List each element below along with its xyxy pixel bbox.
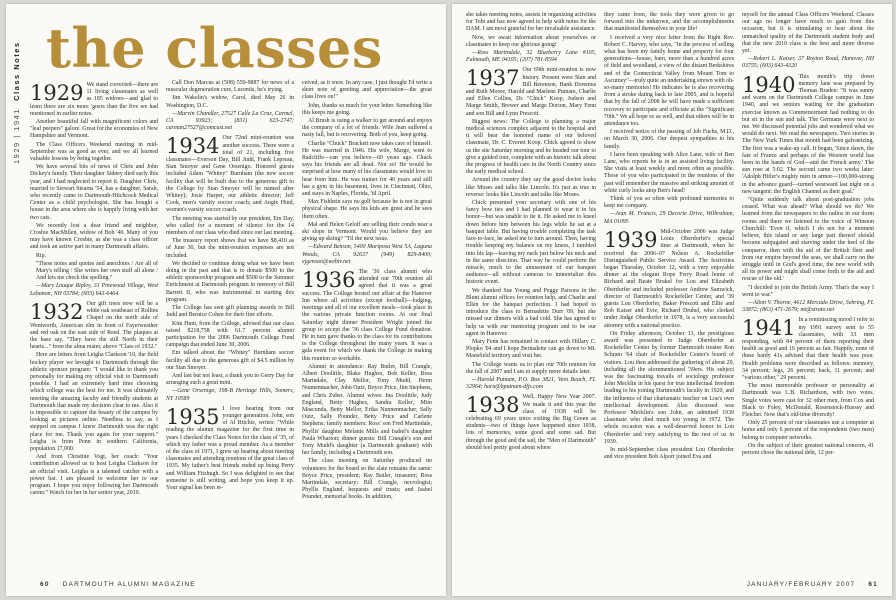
class-year-1938: 1938 — [466, 393, 520, 418]
class-year-1936: 1936 — [302, 268, 356, 293]
class-year-1935: 1935 — [166, 404, 220, 429]
class-year-1939: 1939 — [604, 227, 658, 252]
note-text: Mary Fenn has remained in contact with Hillary C. Plopko '04 and I hope Bernadette can go down to Mt. Mansfield territory and visit her. — [466, 338, 596, 360]
page-title: the classes — [46, 16, 383, 80]
poem-text: "These notes and quotes and anecdotes / Are all of Mary's telling / She writes her own stuff all alone / And lets me check the spelling." — [36, 260, 158, 282]
left-page — [6, 4, 446, 596]
note-text: Around the country they say the good doctor looks like Moses and talks like Lincoln. It's just as true in reverse: looks like Lincoln and talks like Moses. — [466, 177, 596, 198]
note-text: ceived, as it were. In any case, I just thought I'd write a short note of greeting and appreciation—the great class lives on!" — [302, 80, 432, 101]
note-text: Here are letters from Leigha Clarkson '10, the field hockey player we brought to Dartmouth through the athletic sponsor program: "I would like to thank you personally for making my official visit to Dartmouth possible. I had an extremely hard time choosing which college was the best for me. It was ultimately meeting the amazing faculty and friendly students at Dartmouth that made my decision clear to me. Also it is impossible to capture the beauty of the campus by looking at pictures online. Needless to say, as I stepped on campus I knew Dartmouth was the right place for me. Thank you again for your support." Leigha is from Penn in southern California, population 17,000. — [30, 352, 158, 452]
note-text: Al Brush is using a walker to get around and enjoys the company of a lot of friends. Wife Jean suffered a nasty fall, but is recovering. Both of you, keep going. — [302, 118, 432, 139]
note-text: Alumni in attendance: Ray Butler, Bill Crangle, Albert Doolittle, Blake Hughes, Bob Keller, Ross Marindale, Clay Mellor, Tony Mudd, Herm Nunnenmacher, John Outz, Boyce Price, Jim Stephens, and Chris Zuber. Alumni wives: Ina Doolittle, Judy England, Betty Hughes, Sandra Keller, Mim Mascunda, Betty Mellor, Erika Nunnenmacher, Sally Outz, Sally Pounder, Betty Price and Carlene Stephens; family members: Ross' son Fred Martindale, Phyllis' daughter Melanie Mills and Isabel's daughter Paula Wharton; dinner guests: Bill Crangle's son and Tony Mudd's daughter (a Dartmouth graduate) with her family, including a Dartmouth son. — [302, 363, 432, 457]
class-year-1941: 1941 — [742, 316, 796, 341]
class-secretary-signature: —Harold Putnam, P.O. Box 3821, Vero Beach, FL 32964; hara@hputnam-dfjs.com — [466, 376, 596, 391]
note-text: Well, Happy New Year 2007. We made it and this year the class of 1938 will be celebrating 69 years since exiting the Big Green as students—two of things have happened since 1938, lots of memories, some good and some sad. But through the good and the sad, the "Men of Dartmouth" should feel pretty good about where — [466, 394, 596, 451]
magazine-name: DARTMOUTH ALUMNI MAGAZINE — [62, 581, 196, 588]
note-text: The most memorable professor or personality at Dartmouth was L.B. Richardson, with two votes. Single votes were cast for 32 other men, from Cox and Black to Foley, McDonald, Rosenstock-Huessy and Fletcher. Now that's old-time diversity! — [742, 383, 874, 418]
class-secretary-signature: —Edward Benson, 5400 Mariposa West 5A, Laguna Woods, CA 92637 (949) 829-8400; ejgenson@webtv.net — [302, 244, 432, 265]
page-number: 60 — [40, 581, 50, 588]
issue-date: JANUARY/FEBRUARY 2007 — [746, 581, 856, 588]
note-text: myself for the annual Class Officers Weekend. Classes our age no longer have much to gain from this occasion, but it is stimulating to hear about the unmatched quality of the Dartmouth student body and that the new 2010 class is the best and more diverse yet. — [742, 12, 874, 55]
note-text: And from Christine Vogt, her coach: "Your contribution allowed us to host Leigha Clarkson for an official visit. Leigha is a talented catcher with a power bat. I am pleased to welcome her to our program. I hope you enjoy following her Dartmouth career." Watch for her in her senior year, 2010. — [30, 454, 158, 497]
class-secretary-signature: —Ross Martindale, 32 Blueberry Lane #105, Falmouth, ME 04105; (207) 781-8594 — [466, 50, 596, 64]
note-text: In a reminiscing mood I refer to my 1991 survey sent to 55 classmates, with 33 men responding, with 84 percent of them reporting their health as good and 16 percent as fair. Happily, none of these hardy 41s advised that their health was poor. Health problems were described as follows: memory, 34 percent; legs, 26 percent; back, 11 percent; and "various other," 29 percent. — [742, 317, 874, 381]
note-text: I received a very nice letter from the Right Rev. Robert C. Harvey, who says, "In the process of selling what has been my family home and property for four generations—house, barn, more than a hundred acres of field and woodland, a view of the distant Berkshires and of the Connecticut Valley from Mount Tom to Ascutney"—truly quite an undertaking strewn with oh-so-many memories! He indicates he is also recovering from a stroke dating back to late 2005, and is hopeful that by the fall of 2008 he will have made a sufficient recovery to participate and officiate at the "Significant 70th." We all hope so as well, and that others will be in attendance too. — [604, 34, 735, 128]
right-page — [452, 4, 892, 596]
note-text: she takes meeting notes, assists in organizing activities for Tobi and has now agreed to help with notes for the DAM. I am most grateful for her invaluable assistance. — [466, 12, 596, 33]
note-text: The College wants us to plan our 70th reunion for the fall of 2007 and I am to supply more details later. — [466, 361, 596, 375]
column-5 — [604, 12, 734, 462]
note-text: We have several bits of news of Chris and John Dickey's family. Their daughter Sidney died early this year, and I had neglected to report it. Daughter Chris, married to Stewart Stearns '54, has a daughter, Sarah, who recently came to Dartmouth-Hitchcock Medical Center as a child psychologist. She has bought a house in the area where she is happily living with her two cats. — [30, 164, 158, 221]
note-text: Our 72nd mini-reunion was another success. There were a total of 21, including five classmates—Everson Day, Bill Judd, Frank Lepreau, Stan Smoyer and Gene Orsenigo. Honored guests included Adam "Whitey" Burnham (the new soccer facility that will be built due to the generous gift to the College by Stan Smoyer will be named after Whitey); Josie Harper, our athletic director; Jeff Cook, men's varsity soccer coach; and Angie Hind, women's varsity soccer coach. — [166, 135, 294, 214]
section-years: 1929 | 1941 — [12, 108, 21, 164]
class-year-1929: 1929 — [30, 81, 84, 105]
section-gutter-label — [12, 24, 21, 164]
class-secretary-signature: —Alton V. Thorne, 4612 Mercado Drive, Sebring, FL 33872; (863) 471-2679; mt@strato.net — [742, 299, 874, 314]
note-text: Our gift trees now will be a white oak southeast of Rollins Chapel on the north side of Wentworth, American elm in front of Fayerweather and red oak on the east side of Reed. The plaques at the base say, "They have the still North in their hearts..." from the alma mater, above "Class of 1932." — [30, 300, 158, 351]
class-year-1932: 1932 — [30, 299, 84, 324]
class-secretary-signature: —Marvin Chandler, 27527 Calle La Cruz, Carmel, CA 93923; (831) 623-2747; carman27527@comcast.net — [166, 110, 294, 132]
note-text: We decided to continue doing what we have been doing in the past and that is to donate $500 to the athletic sponsorship program and $500 to the Summer Enrichment at Dartmouth program in memory of Bill Barrett II, who was instrumental in starting this program. — [166, 260, 294, 303]
note-text: Charlie "Chuck" Brackett now takes care of himself. He was married in 1946. His wife, Marge, went to Radcliffe—can you believe—60 years ago. Chuck says his friends are all dead. Not so! He would be surprised at how many of his classmates would love to hear from him. He was trainer for 40 years and still has a gym in his basement, lives in Cincinnati, Ohio, and stays in Naples, Florida, 'til April. — [302, 140, 432, 198]
note-text: Mid-October 2006 was Judge Louis Oberdorfer's special time at Dartmouth, when he received the 2006–07 Nelson A. Rockefeller Distinguished Public Service Award. The festivities began Thursday, October 12, with a very enjoyable dinner at the elegant Rope Ferry Road home of Richard and Beate Brukel for Lou and Elizabeth Oberdorfer and included professor Andrew Samwick, director of Dartmouth's Rockefeller Center, and '39 guests Lou Oberdorfer, Baker Prescott and Ellie and Bob Kaiser and Evie, Richard Drubel, who clerked under Judge Oberdorfer in 1978, is a very successful attorney with a national practice. — [604, 228, 734, 329]
note-text: they came from, the tools they were given to go forward into the unknown, and the accomplishments that manifested themselves in your life! — [604, 12, 734, 33]
note-text: The Class Officers Weekend meeting in mid-September was as good as ever, and we all learned valuable lessons by being together. — [30, 141, 158, 163]
column-4 — [466, 12, 596, 453]
note-text: On the subject of their greatest national concern, 41 percent chose the national debt, 12 per- — [742, 442, 874, 456]
note-text: We thanked Sue Young and Peggy Parsons in the Blunt alumni offices for reunion help, and Charlie and Ellen for the banquet perfection. I had hoped to introduce the class to Bernadette Durr '09, but she missed our dinners with a bad cold. She has agreed to help us with our mentoring program and to be our agent in Hanover. — [466, 287, 596, 337]
class-secretary-signature: —Robert L. Kaiser, 37 Royton Road, Hanover, NH 03755; (603) 643-4320 — [742, 56, 874, 70]
column-3 — [302, 80, 432, 503]
left-page-footer — [40, 581, 196, 588]
note-text: Call Don Marcus at (508) 559-9887 for news of a muscular degeneration cure, Lucentis, he's trying. — [166, 80, 294, 94]
note-text: "Quite suddenly talk about post-graduation jobs ceased. What was ahead? What should we do? We learned from the newspapers to the radios in our dorm rooms and there we listened to the voice of Winston Churchill: 'Even if, which I do not for a moment believe, this island or any large part thereof should become subjugated and starving under the heel of the conqueror, then with the aid of the British fleet and from our empire beyond the seas, we shall carry on the struggle until in God's good time, the new world with all its power and might shall come forth to the aid and rescue of the old.' — [742, 197, 874, 283]
note-text: We recently lost a dear friend and neighbor, Crosbie MacMillen, widow of Bob '40. Many of you may have known Crosbie, as she was a class officer and took an active part in many Dartmouth affairs. — [30, 222, 158, 251]
note-text: Em talked about the "Whitey" Burnham soccer facility all due to the generous gift of $4.5 million by our Stan Smoyer. — [166, 350, 294, 371]
note-text: I received notice of the passing of Job Fuchs, M.D., on March 30, 2006. Our deepest sympathies to his family. — [604, 129, 734, 150]
column-6 — [742, 12, 874, 458]
note-text: Biggest news: The College is planning a major medical sciences complex adjacent to the hospital and it will bear the honored name of our beloved classmate, Dr. C. Everett Koop. Chick agreed to show us the site Saturday morning and he headed our tour to give a guided tour, complete with an historic talk about the progress of health care in the North Country since the early medical school. — [466, 118, 596, 176]
note-text: I love hearing from our younger generation. John, son of Al Ritchie, writes: "While reading the alumni magazine for the first time in years I checked the Class Notes for the class of '35, of which my father was a proud member. As a member of the class of 1971, I grew up hearing about meeting classmates and attending reunions of the great class of 1935. My father's best friends ended up being Perry and William Fitzhugh. So I was delighted to see that someone is still writing, and hope you keep it up. Your signal has been re- — [166, 405, 294, 491]
note-text: Max Fishbein says no golf because he is not in great physical shape. He says his kids are great and he sees them often. — [302, 199, 432, 220]
note-text: We stand corrected—there are 11 living classmates as well as 185 widows—and glad to learn there are six more 'goers than the five we had mentioned in earlier notes. — [30, 82, 158, 117]
note-text: John, thanks so much for your letter. Something like this keeps me going. — [302, 102, 432, 116]
note-text: I have been speaking with Alice Lane, wife of Ben Lane, who reports he is in an assisted living facility. She visits at least weekly and more often as possible. Those of you who participated in the reunions of the past will remember the massive and striking amount of white curly locks atop Ben's head! — [604, 151, 734, 194]
note-text: On Friday afternoon, October 13, the prestigious award was presented to Judge Oberdorfer at Rockefeller Center by former Dartmouth trustee Ron Schram '64 chair of Rockefeller Center's board of visitors. Lou then addressed the gathering of about 20, including all the aforementioned '39ers. His subject was the fascinating travails of sociology professor John Mecklin in his quest for true intellectual freedom leading to his joining Dartmouth's faculty in 1920, and the influence of that charismatic teacher on Lou's own intellectual development. Also discussed was Professor Mecklin's son John, an admitted 1939 classmate who died much too young in 1972. The whole occasion was a well-deserved honor to Lou Oberdorfer and very satisfying to the rest of us in 1939. — [604, 330, 734, 445]
class-year-1934: 1934 — [166, 134, 220, 159]
note-text: Mal and Helen Geloff are selling their condo near a ski slope in Vermont. Would you believe they are giving up skiing? "Til the next issue. — [302, 221, 432, 243]
class-year-1937: 1937 — [466, 66, 520, 91]
note-text: In mid-September class president Lou Oberdorfer and vice president Bob Alport joined Eva and — [604, 446, 734, 461]
note-text: The meeting was started by our president, Em Day, who called for a moment of silence for the 14 members of our class who died since our last meeting. — [166, 215, 294, 237]
class-year-1940: 1940 — [742, 72, 796, 97]
note-text: And last but not least, a thank you to Gerry Day for arranging such a great mini. — [166, 372, 294, 387]
column-2 — [166, 80, 294, 493]
right-page-footer — [747, 581, 878, 588]
section-label: Class Notes — [12, 41, 21, 101]
note-text: The '36 class alumni who attended our 70th reunion all agreed that it was a great success. The College hosted our affair at the Hanover Inn where all activities (except football)—lodging, meetings and all of our excellent meals—took place in the various private function rooms. At our final Saturday night dinner President Wright joined the group to accept the '36 class College Fund donation. He in turn gave thanks to the class for its contributions to the College throughout the many years. It was a gala event for which we thank the College in making this reunion so workable. — [302, 269, 432, 362]
page-number: 61 — [868, 581, 878, 588]
note-text: Another beautiful fall with magnificent colors and "leaf peepers" galore. Great for the economies of New Hampshire and Vermont. — [30, 119, 158, 140]
note-text: Only 25 percent of our classmates use a computer at home and only 6 percent of the respondents (two men) belong to computer networks. — [742, 420, 874, 441]
note-text: The class meeting on Saturday produced no volunteers for the board so the slate remains the same: Boyce Price, president; Ray Butler, treasurer; Ross Martindale, secretary; Bill Crangle, necrologist; Phyllis England, bequests and trusts; and Isabel Pounder, memorial books. In addition, — [302, 458, 432, 501]
note-text: Think of you so often with profound memories to keep me company. — [604, 196, 734, 210]
note-text: Jim Wakelin's widow, Carol, died May 26 in Washington, D.C. — [166, 95, 294, 109]
note-text: Rip. — [36, 252, 46, 259]
class-secretary-signature: —Mary Louque Ripley, 31 Pinewood Village, West Lebanon, NH 03784; (603) 643-6464 — [30, 283, 158, 297]
class-secretary-signature: —Gene Orsenigo, 198-B Heritage Hills, Somers, NY 10589 — [166, 388, 294, 402]
note-text: The College has sent gift planning awards to Bill Judd and Bernice Cohen for their fine efforts. — [166, 305, 294, 319]
column-1 — [30, 82, 158, 498]
note-text: The treasury report shows that we have $8,410 as of June 30, but the mini-reunion expenses are not included. — [166, 238, 294, 259]
note-text: Our 69th mini-reunion is now history. Present were Stan and Bill Berenson, Hank Doremus and Ruth Moore, Harold and Marlene Putnam, Charlie and Ellen Collins, Dr. "Chick" Koop, Judson and Marge Smith, Brewer and Marge Dorion, Mary Fenn and son Bill and Lynn Prescott. — [466, 67, 596, 117]
note-text: Kim Hunt, from the College, advised that our class raised $218,758 with 61.7 percent alumni participation for the 2006 Dartmouth College Fund campaign that ended June 30, 2006. — [166, 320, 294, 349]
note-text: "I decided to join the British Army. That's the way I went to war." — [742, 284, 874, 298]
note-text: Chick presented your secretary with one of his fancy bow ties and I had planned to wear it in his honor—but was unable to tie it. He asked me to kneel down before him between his legs while he sat at a banquet table. But having trouble completing the task face-to-face, he asked me to turn around. Then, having trouble keeping my balance on my knees, I tumbled into his lap—leaving my neck just below his neck and in the same direction. That way he could perform the miracle, much to the amusement of our banquet audience—all without cameras to immortalize this historic event. — [466, 200, 596, 286]
class-secretary-signature: —Jean M. Francis, 29 Decorte Drive, Wilbraham, MA 01095 — [604, 211, 734, 225]
note-text: Now, we await information about yourselves or classmates to keep our glorious going! — [466, 34, 596, 48]
note-text: This month's trip down memory lane was prepared by Thomas Braden: "It was sunny and warm on the Dartmouth College campus in June 1940, and we seniors waiting for the graduation exercise known as Commencement had nothing to do but sit in the sun and talk. The Germans were next to me. We discussed potential jobs and wondered what we would do next. We read the newspapers. Two stories in The New York Times that month had been galvanizing. The first was a wake-up call. It began, 'Since dawn, the fate of France and perhaps of the Western world has been in the hands of God—and the French army.' The sun rose at 5:02. The second came two weeks later: 'Adolph Hitler's mighty men in armor—100,000-strong in the advance guard—turned westward last night on a new tangent: the English Channel as their goal.' — [742, 73, 874, 195]
